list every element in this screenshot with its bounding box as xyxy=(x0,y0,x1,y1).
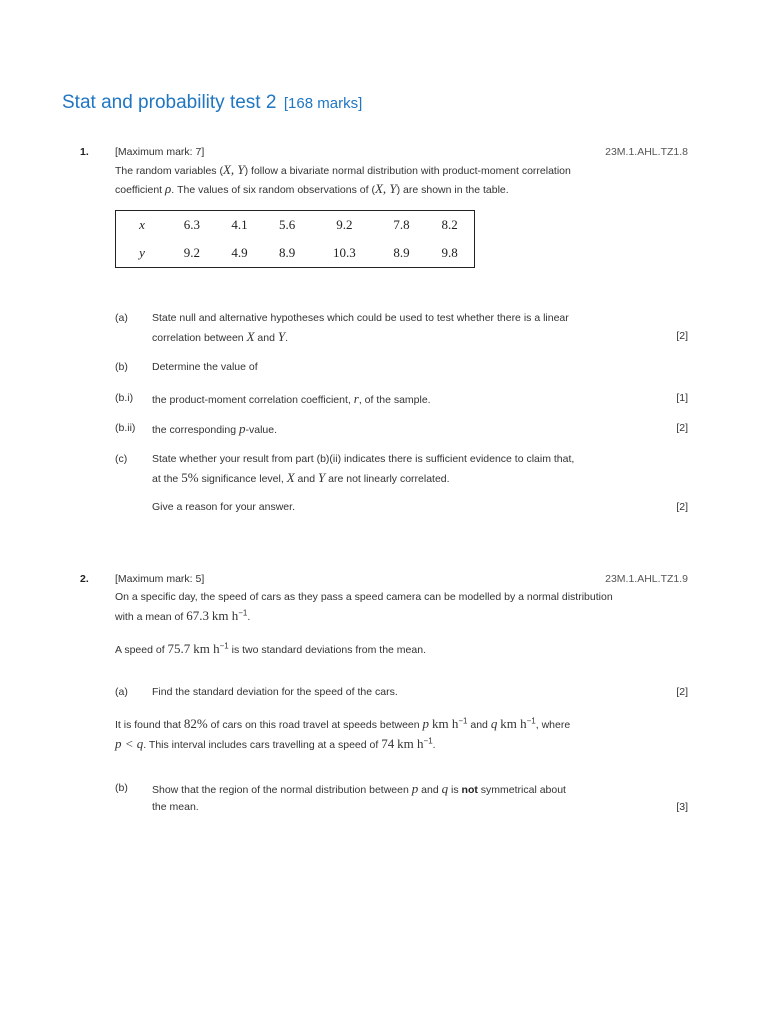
table-cell: 8.2 xyxy=(441,217,458,232)
part-1c-line-2: at the 5% significance level, X and Y are not linearly correlated. xyxy=(152,470,450,485)
part-1b-label: (b) xyxy=(115,361,128,373)
part-2a-text: Find the standard deviation for the speed of the cars. xyxy=(152,686,398,698)
question-2-line-3: A speed of 75.7 km $h^{-1}$ is two standard deviations from the mean. xyxy=(115,641,426,656)
part-1a-line-2: correlation between X and Y. xyxy=(152,329,289,344)
title-total-marks: [168 marks] xyxy=(283,95,363,112)
table-row-label: x xyxy=(139,217,145,232)
part-1c-label: (c) xyxy=(115,453,128,465)
table-cell: 9.8 xyxy=(441,245,458,260)
question-1-max-mark: [Maximum mark: 7] xyxy=(115,146,205,158)
table-cell: 7.8 xyxy=(393,217,410,232)
observations-table xyxy=(115,210,475,268)
part-1c-reason: Give a reason for your answer. xyxy=(152,501,295,513)
page-title xyxy=(62,92,362,114)
part-2a-label: (a) xyxy=(115,686,128,698)
question-2-reference: 23M.1.AHL.TZ1.9 xyxy=(605,573,688,585)
question-2-middle-line-1: It is found that 82% of cars on this road travel at speeds between p km $h^{-1}$ and q km $h^{-1}$, where xyxy=(115,716,571,731)
question-2-max-mark: [Maximum mark: 5] xyxy=(115,573,205,585)
question-1-intro-line-1: The random variables (X, Y) follow a bivariate normal distribution with product-moment correlation xyxy=(115,162,571,177)
table-cell: 5.6 xyxy=(279,217,296,232)
part-1bi-label: (b.i) xyxy=(115,392,134,404)
part-1bii-marks: [2] xyxy=(676,422,688,434)
part-1a-marks: [2] xyxy=(676,330,688,342)
table-row-label: y xyxy=(139,245,145,260)
table-cell: 8.9 xyxy=(279,245,296,260)
part-1bi-marks: [1] xyxy=(676,392,688,404)
part-1c-line-1: State whether your result from part (b)(ii) indicates there is sufficient evidence to claim that, xyxy=(152,453,575,465)
table-row-y xyxy=(116,239,475,268)
part-1b-text: Determine the value of xyxy=(152,361,258,373)
question-1-reference: 23M.1.AHL.TZ1.8 xyxy=(605,146,688,158)
part-2a-marks: [2] xyxy=(676,686,688,698)
part-2b-line-2: the mean. xyxy=(152,801,199,813)
table-cell: 4.9 xyxy=(231,245,248,260)
part-2b-line-1: Show that the region of the normal distribution between p and q is not symmetrical about xyxy=(152,781,566,796)
part-2b-marks: [3] xyxy=(676,801,688,813)
table-cell: 6.3 xyxy=(183,217,200,232)
part-1a-label: (a) xyxy=(115,312,128,324)
table-cell: 8.9 xyxy=(393,245,410,260)
question-2-number: 2. xyxy=(80,573,89,585)
part-1bi-text: the product-moment correlation coefficient, r, of the sample. xyxy=(152,391,431,406)
title-text: Stat and probability test 2 xyxy=(62,92,277,113)
part-2b-label: (b) xyxy=(115,782,128,794)
table-cell: 4.1 xyxy=(231,217,248,232)
question-2-line-1: On a specific day, the speed of cars as they pass a speed camera can be modelled by a normal distribution xyxy=(115,591,613,603)
table-cell: 9.2 xyxy=(336,217,353,232)
table-row-x xyxy=(116,211,475,240)
part-1a-line-1: State null and alternative hypotheses which could be used to test whether there is a linear xyxy=(152,312,569,324)
part-1bii-label: (b.ii) xyxy=(115,422,136,434)
question-2-line-2: with a mean of 67.3 km $h^{-1}$. xyxy=(115,608,251,623)
part-1bii-text: the corresponding p-value. xyxy=(152,421,277,436)
question-2-middle-line-2: p < q. This interval includes cars travelling at a speed of 74 km $h^{-1}$. xyxy=(115,736,436,751)
table-cell: 9.2 xyxy=(183,245,200,260)
question-1-number: 1. xyxy=(80,146,89,158)
question-1-intro-line-2: coefficient ρ. The values of six random observations of (X, Y) are shown in the table. xyxy=(115,181,509,196)
table-cell: 10.3 xyxy=(332,245,356,260)
part-1c-marks: [2] xyxy=(676,501,688,513)
